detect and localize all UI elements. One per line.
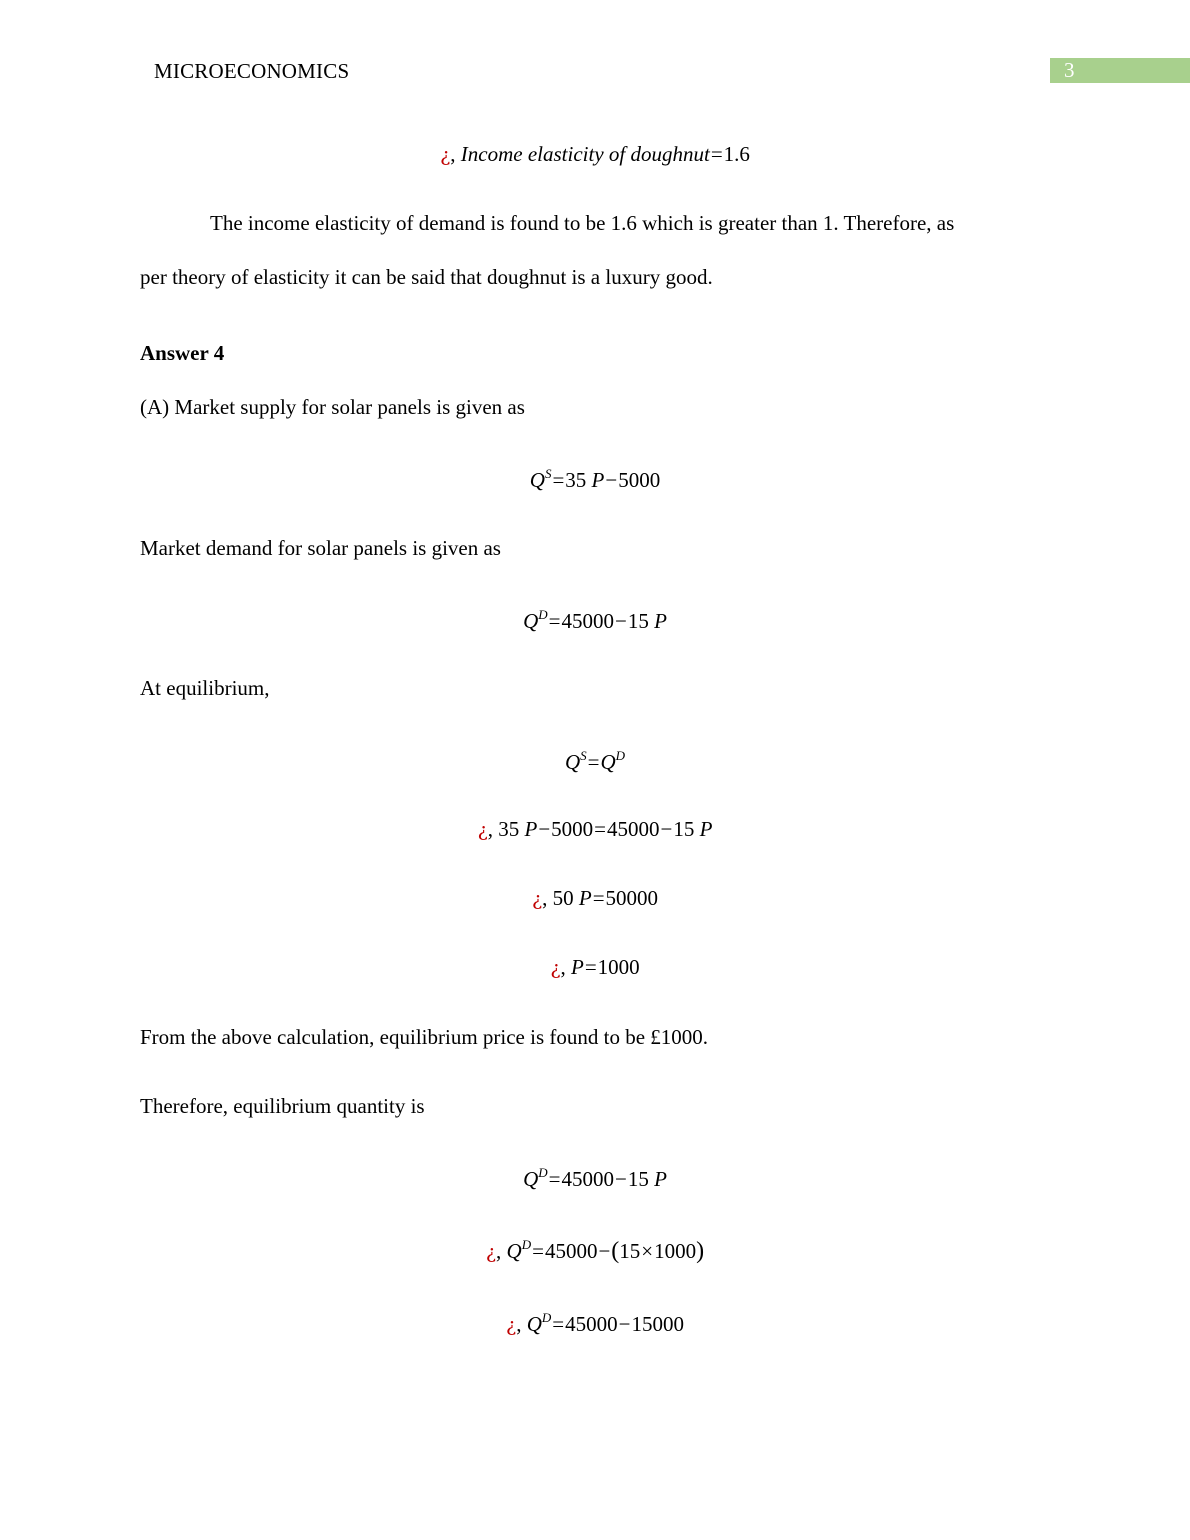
equation-marker: ¿ (477, 819, 488, 841)
equation-marker: ¿ (531, 888, 543, 910)
equation-demand: $Q^D=45000-15$ P (523, 607, 667, 633)
equation-marker: ¿ (550, 957, 561, 979)
equation-step-1: ¿, 35 P−5000=45000−15 P (477, 817, 713, 841)
equation-marker: ¿ (485, 1241, 497, 1263)
equation-lhs: Income elasticity of doughnut (460, 142, 710, 166)
equation-demand-repeat: $Q^D=45000-15$ P (523, 1165, 667, 1191)
equation-income-elasticity: ¿, Income elasticity of doughnut=1.6 (440, 142, 750, 166)
paragraph-income-line-1: The income elasticity of demand is found to be 1.6 which is greater than 1. Therefore, as (210, 211, 955, 235)
page-number-box (1050, 58, 1190, 83)
running-header-title: MICROECONOMICS (154, 59, 350, 83)
equation-equilibrium-condition: $Q^S=Q^D$ (564, 748, 626, 774)
equation-quantity-step-1: ¿, $Q^D=45000-(15\times 1000)$ (485, 1237, 705, 1264)
equation-quantity-step-2: ¿, $Q^D=45000-15000$ (506, 1310, 684, 1336)
paragraph-income-line-2: per theory of elasticity it can be said that doughnut is a luxury good. (140, 265, 713, 289)
quantity-intro: Therefore, equilibrium quantity is (140, 1094, 425, 1118)
equation-marker: ¿ (440, 144, 451, 166)
demand-intro: Market demand for solar panels is given as (140, 536, 501, 560)
equation-step-2: ¿, 50 P=50000 (531, 886, 659, 910)
answer-heading: Answer 4 (140, 341, 225, 365)
equation-supply: $Q^S=35$ P−5000 (529, 466, 661, 492)
equilibrium-intro: At equilibrium, (140, 676, 270, 700)
equation-marker: ¿ (506, 1314, 517, 1336)
equation-step-3: ¿, P=1000 (550, 955, 640, 979)
part-a-intro: (A) Market supply for solar panels is given as (140, 395, 525, 419)
page-number: 3 (1064, 58, 1075, 82)
price-conclusion: From the above calculation, equilibrium price is found to be £1000. (140, 1025, 709, 1049)
